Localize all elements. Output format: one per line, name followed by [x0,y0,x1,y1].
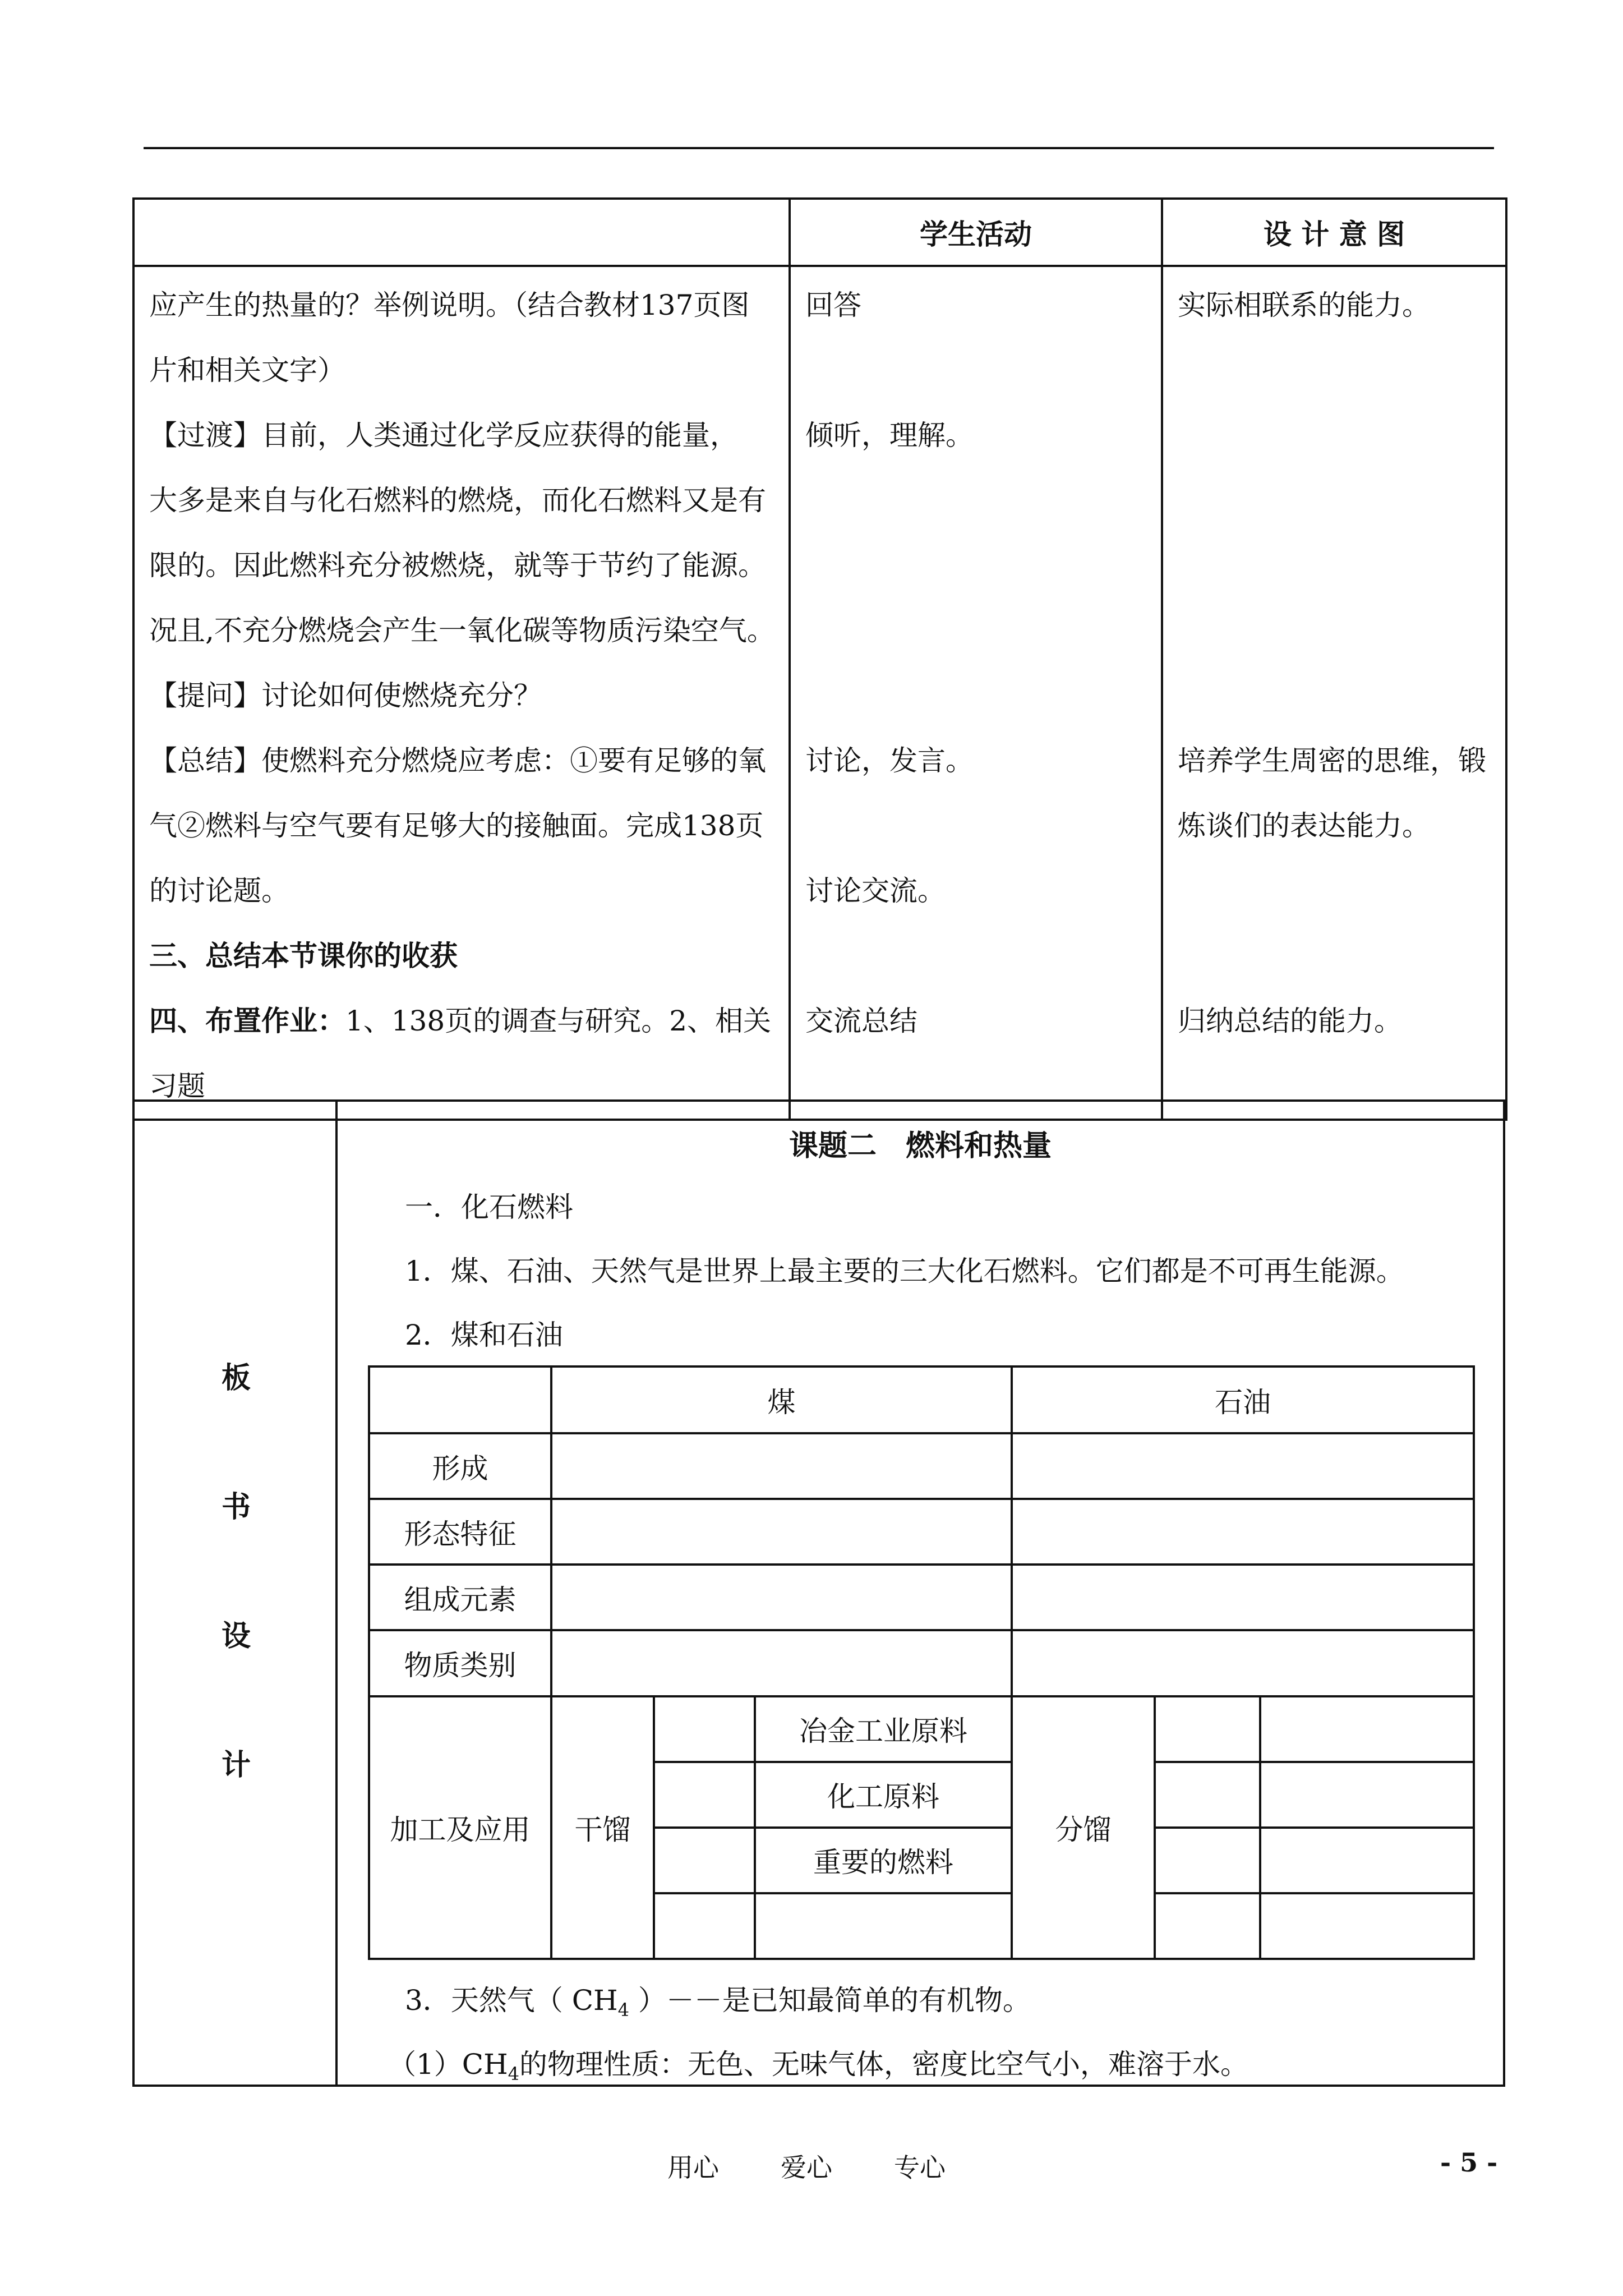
text-line [805,338,1161,403]
text-line [1178,338,1505,403]
row-label: 组成元素 [369,1565,551,1630]
text-line: 气②燃料与空气要有足够大的接触面。完成138页 [149,809,764,842]
text-line: 三、总结本节课你的收获 [149,939,458,972]
board-title: 课题二 燃料和热量 [789,1129,1052,1163]
col-header-coal: 煤 [551,1366,1012,1433]
bold-lead: 四、布置作业： [149,1004,345,1037]
table-cell [551,1630,1012,1696]
text-line: 限的。因此燃料充分被燃烧，就等于节约了能源。 [149,549,766,582]
coal-product-cell [654,1893,755,1959]
board-label-char: 板 [221,1361,251,1395]
table-corner [369,1366,551,1433]
text-line [805,663,1161,728]
text-line [1178,923,1505,988]
board-label-char: 设 [221,1619,251,1653]
col-header-oil: 石油 [1012,1366,1474,1433]
board-content [338,1102,1503,2085]
lesson-table-header [133,199,1506,266]
text-line [1178,598,1505,663]
page-number: - 5 - [1440,2147,1498,2178]
footer-word: 爱心 [781,2152,832,2183]
item-three-fuels: 1．煤、石油、天然气是世界上最主要的三大化石燃料。它们都是不可再生能源。 [405,1255,1404,1287]
table-cell [551,1499,1012,1565]
text-line: 交流总结 [805,1005,917,1037]
footer-word: 用心 [667,2152,719,2183]
coal-use: 重要的燃料 [755,1828,1012,1893]
table-cell [1012,1565,1474,1630]
oil-use-cell [1260,1893,1474,1959]
text-line: 【提问】讨论如何使燃烧充分？ [149,679,542,712]
coal-oil-table [368,1365,1475,1960]
text-line: 讨论，发言。 [805,744,974,777]
oil-method: 分馏 [1012,1696,1155,1959]
line-rest: 1、138页的调查与研究。2、相关 [345,1005,772,1037]
text-line: 【过渡】目前，人类通过化学反应获得的能量， [149,419,738,452]
text-line [805,923,1161,988]
coal-product-cell [654,1828,755,1893]
coal-product-cell [654,1762,755,1828]
table-cell [551,1565,1012,1630]
coal-use-cell [755,1893,1012,1959]
row-label: 物质类别 [369,1630,551,1696]
text-line [1178,403,1505,468]
row-label: 形成 [369,1433,551,1499]
text-line: 况且,不充分燃烧会产生一氧化碳等物质污染空气。 [149,614,775,647]
table-cell [1012,1433,1474,1499]
text-line: 归纳总结的能力。 [1178,1005,1402,1037]
header-design-intent: 设 计 意 图 [1162,199,1506,266]
oil-product-cell [1155,1893,1260,1959]
coal-use: 化工原料 [755,1762,1012,1828]
footer-word: 专心 [894,2152,946,2183]
text-line: 倾听，理解。 [805,419,974,452]
oil-use-cell [1260,1696,1474,1762]
oil-product-cell [1155,1828,1260,1893]
text-line [1178,468,1505,533]
table-cell [551,1433,1012,1499]
section-fossil-fuels: 一．化石燃料 [405,1191,573,1223]
text-line: 【总结】使燃料充分燃烧应考虑：①要有足够的氧 [149,744,766,777]
item-coal-oil: 2．煤和石油 [405,1319,563,1351]
header-rule [144,147,1494,149]
oil-use-cell [1260,1828,1474,1893]
header-teacher-cell [133,199,790,266]
table-cell [1012,1499,1474,1565]
text-line: 回答 [805,289,861,321]
teacher-content-cell [133,266,790,1120]
header-student-activity: 学生活动 [790,199,1162,266]
text-line: 大多是来自与化石燃料的燃烧，而化石燃料又是有 [149,484,766,517]
footer-motto [667,2147,1007,2184]
text-line [1178,533,1505,598]
text-line [1178,858,1505,923]
coal-method: 干馏 [551,1696,654,1959]
text-line [805,533,1161,598]
text-line [805,793,1161,858]
oil-product-cell [1155,1762,1260,1828]
lesson-table [132,197,1507,1121]
board-design-section [132,1099,1505,2087]
oil-product-cell [1155,1696,1260,1762]
text-line: 炼谈们的表达能力。 [1178,809,1430,842]
board-label-char: 计 [221,1748,251,1782]
text-line: 讨论交流。 [805,875,946,907]
text-line [149,988,789,1053]
coal-product-cell [654,1696,755,1762]
text-line [805,598,1161,663]
text-line: 片和相关文字） [149,354,345,386]
row-label-processing: 加工及应用 [369,1696,551,1959]
board-design-label [135,1102,338,2085]
coal-use: 冶金工业原料 [755,1696,1012,1762]
text-line: 习题 [149,1070,205,1102]
table-cell [1012,1630,1474,1696]
row-label: 形态特征 [369,1499,551,1565]
text-line: 的讨论题。 [149,875,289,907]
text-line [805,468,1161,533]
text-line [1178,663,1505,728]
student-activity-cell [790,266,1162,1120]
text-line: 培养学生周密的思维，锻 [1178,744,1486,777]
text-line: 应产生的热量的？举例说明。（结合教材137页图 [149,289,750,321]
item-natural-gas: 3．天然气（ $CH_4$ ）－－是已知最简单的有机物。 [405,1984,1031,2021]
board-label-char: 书 [221,1490,251,1524]
item-ch4-properties: $(1)CH_4$的物理性质：无色、无味气体，密度比空气小，难溶于水。 [388,2048,1249,2085]
text-line: 实际相联系的能力。 [1178,289,1430,321]
oil-use-cell [1260,1762,1474,1828]
design-intent-cell [1162,266,1506,1120]
